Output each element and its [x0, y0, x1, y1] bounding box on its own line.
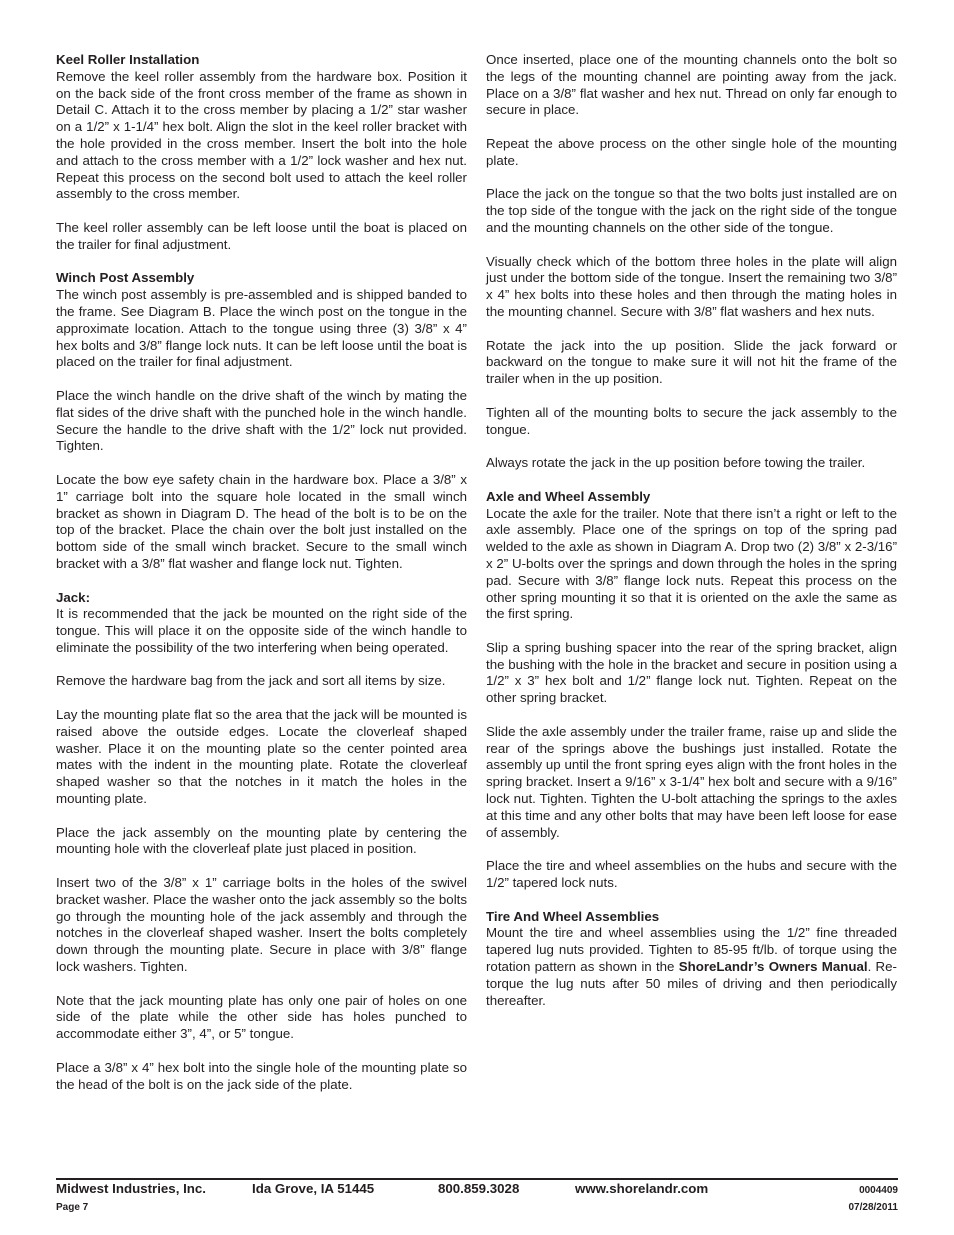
text-run: Mount the tire and wheel assemblies using the 1/2” fine threaded tapered lug nuts provided. Tighten to 85-95 ft/lb. of torque using the rotation pattern as shown in the	[486, 925, 897, 975]
footer-location: Ida Grove, IA 51445	[252, 1181, 375, 1196]
section-heading: Winch Post Assembly	[56, 270, 195, 286]
page-footer	[56, 1181, 898, 1217]
paragraph: Locate the axle for the trailer. Note that there isn’t a right or left to the axle assembly. Place one of the springs on top of the spring pad welded to the axle as shown in Diagram A. Drop two (2) 3/8” x 2-3/16” x 2” U-bolts over the springs and down through the holes in the spring pad. Secure with 3/8” flange lock nuts. Repeat this process on the other spring mounting it so that it is oriented on the axle the same as the first spring.	[486, 505, 897, 622]
footer-divider	[56, 1178, 898, 1180]
paragraph: Repeat the above process on the other single hole of the mounting plate.	[486, 135, 897, 168]
paragraph: The keel roller assembly can be left loose until the boat is placed on the trailer for final adjustment.	[56, 219, 467, 252]
manual-reference: ShoreLandr’s Owners Manual	[678, 959, 868, 975]
section-heading: Tire And Wheel Assemblies	[486, 908, 660, 924]
paragraph: Visually check which of the bottom three holes in the plate will align just under the bottom side of the tongue. Insert the remaining two 3/8” x 4” hex bolts into these holes and then through the mating holes in the mounting channel. Secure with 3/8” flat washers and hex nuts.	[486, 253, 897, 319]
paragraph: It is recommended that the jack be mounted on the right side of the tongue. This will place it on the opposite side of the winch handle to eliminate the possibility of the two interfering when being operated.	[56, 606, 467, 655]
footer-page-number: Page 7	[56, 1202, 89, 1213]
paragraph: The winch post assembly is pre-assembled and is shipped banded to the frame. See Diagram B. Place the winch post on the tongue in the approximate location. Attach to the tongue using three (3) 3/8” x 4” hex bolts and 3/8” flange lock nuts. It can be left loose until the boat is placed on the trailer for final adjustment.	[56, 287, 467, 370]
paragraph: Lay the mounting plate flat so the area that the jack will be mounted is raised above the outside edges. Locate the cloverleaf shaped washer. Place it on the mounting plate so the center pointed area mates with the indent in the mounting plate. Rotate the cloverleaf shaped washer so that the notches in it match the holes in the mounting plate.	[56, 707, 467, 807]
left-column	[56, 52, 467, 1110]
paragraph: Place a 3/8” x 4” hex bolt into the single hole of the mounting plate so the head of the bolt is on the jack side of the plate.	[56, 1059, 467, 1092]
section-heading: Axle and Wheel Assembly	[486, 488, 651, 504]
footer-website: www.shorelandr.com	[575, 1181, 709, 1196]
text-run: . Re-torque the lug nuts after 50 miles of driving and then periodically thereafter.	[486, 959, 897, 1008]
jack-continued-section	[486, 52, 897, 472]
keel-roller-section	[56, 52, 467, 254]
right-column	[486, 52, 897, 1026]
paragraph: Place the winch handle on the drive shaft of the winch by mating the flat sides of the drive shaft with the punched hole in the winch handle. Secure the handle to the drive shaft with the 1/2” lock nut provided. Tighten.	[56, 387, 467, 454]
winch-post-section	[56, 270, 467, 572]
paragraph: Slide the axle assembly under the trailer frame, raise up and slide the rear of the springs above the bushings just installed. Rotate the assembly up until the front spring eyes align with the front holes in the spring bracket. Insert a 9/16” x 3-1/4” hex bolt and secure with a 9/16” lock nut. Tighten. Tighten the U-bolt attaching the springs to the axles at this time and any other bolts that may have been left loose for ease of assembly.	[486, 723, 897, 840]
tire-wheel-section	[486, 909, 897, 1010]
footer-company: Midwest Industries, Inc.	[56, 1181, 206, 1196]
paragraph: Always rotate the jack in the up position before towing the trailer.	[486, 455, 866, 471]
section-heading: Jack:	[56, 589, 91, 605]
section-heading: Keel Roller Installation	[56, 52, 200, 67]
paragraph: Place the jack on the tongue so that the two bolts just installed are on the top side of the tongue with the jack on the right side of the tongue and the mounting channels on the other side of the tongue.	[486, 186, 897, 235]
paragraph: Once inserted, place one of the mounting channels onto the bolt so the legs of the mounting channel are pointing away from the jack. Place on a 3/8” flat washer and hex nut. Thread on only far enough to secure in place.	[486, 52, 897, 118]
paragraph: Place the jack assembly on the mounting plate by centering the mounting hole with the cloverleaf plate just placed in position.	[56, 824, 467, 857]
paragraph: Insert two of the 3/8” x 1” carriage bolts in the holes of the swivel bracket washer. Place the washer onto the jack assembly so the bolts go through the mounting hole of the jack assembly and through the notches in the cloverleaf shaped washer. Insert the bolts completely down through the mounting plate. Secure in place with 3/8” flange lock washers. Tighten.	[56, 875, 467, 975]
footer-phone: 800.859.3028	[438, 1181, 520, 1196]
paragraph: Place the tire and wheel assemblies on the hubs and secure with the 1/2” tapered lock nuts.	[486, 858, 897, 891]
paragraph: Remove the hardware bag from the jack and sort all items by size.	[56, 673, 446, 689]
footer-doc-number: 0004409	[859, 1185, 898, 1196]
paragraph: Tighten all of the mounting bolts to secure the jack assembly to the tongue.	[486, 404, 897, 437]
jack-section	[56, 590, 467, 1094]
paragraph	[486, 925, 897, 1009]
paragraph: Rotate the jack into the up position. Slide the jack forward or backward on the tongue to make sure it will not hit the frame of the trailer when in the up position.	[486, 337, 897, 387]
axle-wheel-section	[486, 489, 897, 892]
paragraph: Slip a spring bushing spacer into the rear of the spring bracket, align the bushing with the hole in the bracket and secure in position using a 1/2” x 3” hex bolt and 1/2” flange lock nut. Tighten. Repeat on the other spring bracket.	[486, 639, 897, 706]
paragraph: Note that the jack mounting plate has only one pair of holes on one side of the plate while the other side has holes punched to accommodate either 3”, 4”, or 5” tongue.	[56, 992, 467, 1042]
paragraph: Locate the bow eye safety chain in the hardware box. Place a 3/8” x 1” carriage bolt into the square hole located in the small winch bracket as shown in Diagram D. The head of the bolt is to be on the top of the bracket. Place the chain over the bolt just installed on the bottom side of the small winch bracket. Secure to the small winch bracket with a 3/8” flat washer and flange lock nut. Tighten.	[56, 471, 467, 571]
footer-date: 07/28/2011	[848, 1202, 898, 1213]
paragraph: Remove the keel roller assembly from the hardware box. Position it on the back side of the front cross member of the frame as shown in Detail C. Attach it to the cross member by placing a 1/2” star washer on a 1/2” x 1-1/4” hex bolt. Align the slot in the keel roller bracket with the hole provided in the cross member. Insert the bolt into the hole and attach to the cross member with a 1/2” lock washer and hex nut. Repeat this process on the second bolt used to attach the keel roller assembly to the cross member.	[56, 68, 467, 202]
